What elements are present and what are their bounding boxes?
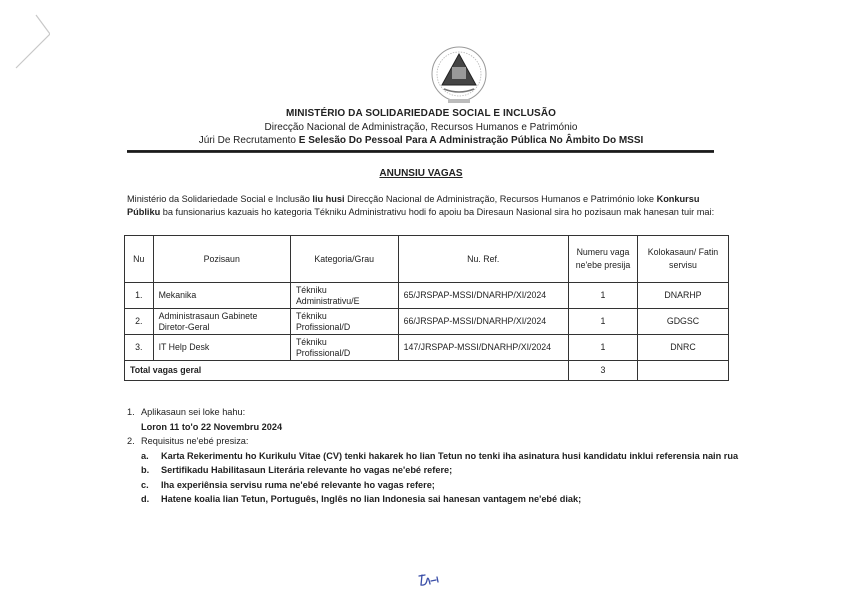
requirement-item [127,478,787,493]
cell-numeru: 1 [568,283,637,309]
intro-text-bold: Públiku [127,207,161,217]
cell-line: Tékniku [295,336,327,347]
ministry-name: MINISTÉRIO DA SOLIDARIEDADE SOCIAL E INCLUSÃO [285,108,557,119]
cell-line: Profissional/D [295,321,351,332]
requirement-text: Hatene koalia lian Tetun, Português, Inglês no lian Indonesia sai hanesan vantagem ne'ebé diak; [161,494,582,504]
col-header-pozisaun: Pozisaun [153,236,290,283]
table-row [125,335,729,361]
header-line: servisu [669,260,697,270]
col-header-nu: Nu [125,236,154,283]
directorate-name: Direcção Nacional de Administração, Recursos Humanos e Património [264,122,578,133]
col-header-ref: Nu. Ref. [398,236,568,283]
table-total-row [125,361,729,381]
col-header-kolokasaun [637,236,728,283]
list-number: 2. [127,436,135,446]
requirement-text: Sertifikadu Habilitasaun Literária relevante ho vagas ne'ebé refere; [161,465,453,475]
cell-line: Profissional/D [295,347,351,358]
col-header-kategoria: Kategoria/Grau [290,236,398,283]
header-line: Kolokasaun/ Fatin [647,247,719,257]
total-label: Total vagas geral [125,361,569,381]
total-empty-cell [637,361,728,381]
intro-text-bold: liu husi [312,194,345,204]
cell-nu: 1. [125,283,154,309]
jury-bold: E Selesão Do Pessoal Para A Administração Pública No Âmbito Do MSSI [298,135,644,146]
requirement-item [127,463,787,478]
vacancies-table [124,235,729,381]
intro-text: ba funsionarius kazuais ho kategoria Tékniku Administrativu hodi fo apoiu ba Diresaun Nasional sira ho pozisaun mak hanesan tuir mai: [160,207,715,217]
total-value: 3 [568,361,637,381]
requirement-text: Karta Rekerimentu ho Kurikulu Vitae (CV) tenki hakarek ho lian Tetun no tenki iha asinatura husi kandidatu inklui referensia nain rua [161,450,739,461]
requirements-list [127,405,787,507]
document-title: ANUNSIU VAGAS [379,168,463,179]
requirement-letter: d. [141,494,150,504]
cell-nu: 2. [125,309,154,335]
cell-ref: 66/JRSPAP-MSSI/DNARHP/XI/2024 [398,309,568,335]
cell-pozisaun: IT Help Desk [153,335,290,361]
cell-numeru: 1 [568,309,637,335]
table-row [125,283,729,309]
header-divider [127,150,714,153]
cell-nu: 3. [125,335,154,361]
requirement-letter: b. [141,465,150,475]
cell-pozisaun: Administrasaun Gabinete Diretor-Geral [153,309,290,335]
intro-paragraph [127,193,767,219]
application-date: Loron 11 to'o 22 Novembru 2024 [141,421,283,432]
cell-kategoria [290,309,398,335]
cell-line: Tékniku [295,310,327,321]
requirement-letter: a. [141,450,149,461]
jury-prefix: Júri De Recrutamento [198,135,299,146]
table-row [125,309,729,335]
header-line: ne'ebe presija [575,260,631,270]
government-seal-icon [424,45,494,107]
list-number: 1. [127,407,135,417]
jury-name [0,134,842,147]
requirement-text: Iha experiênsia servisu ruma ne'ebé relevante ho vagas refere; [161,479,435,490]
list-item-requirements [127,434,787,449]
cell-numeru: 1 [568,335,637,361]
cell-ref: 65/JRSPAP-MSSI/DNARHP/XI/2024 [398,283,568,309]
requirement-item [127,492,787,507]
cell-kolokasaun: GDGSC [637,309,728,335]
cell-line: Administrativu/E [295,295,360,306]
cell-line: Tékniku [295,284,327,295]
list-label: Requisitus ne'ebé presiza: [141,436,249,446]
cell-kolokasaun: DNARHP [637,283,728,309]
table-header-row [125,236,729,283]
cell-ref: 147/JRSPAP-MSSI/DNARHP/XI/2024 [398,335,568,361]
cell-kolokasaun: DNRC [637,335,728,361]
intro-text: Ministério da Solidariedade Social e Inclusão [127,194,313,204]
requirement-letter: c. [141,479,149,490]
signature-initials-icon [416,572,442,588]
corner-fold-mark-icon [6,10,50,70]
requirement-item [127,449,787,464]
cell-kategoria [290,335,398,361]
cell-pozisaun: Mekanika [153,283,290,309]
intro-text-bold: Konkursu [656,194,700,204]
list-label: Aplikasaun sei loke hahu: [141,407,246,417]
intro-text: Direcção Nacional de Administração, Recursos Humanos e Património loke [344,194,657,204]
cell-kategoria [290,283,398,309]
header-line: Numeru vaga [576,247,630,257]
list-item-application [127,405,787,420]
col-header-numeru [568,236,637,283]
